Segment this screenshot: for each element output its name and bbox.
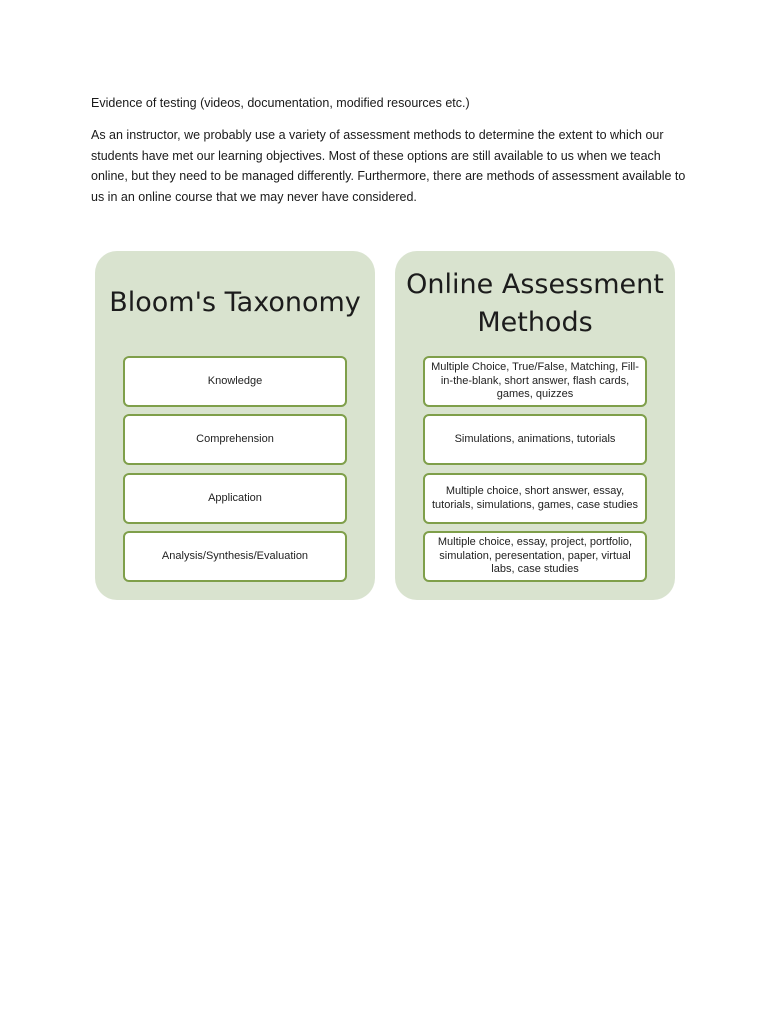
taxonomy-level-analysis-synthesis-evaluation: Analysis/Synthesis/Evaluation [123, 531, 347, 582]
assessment-methods-analysis: Multiple choice, essay, project, portfolio, simulation, peresentation, paper, virtual labs, case studies [423, 531, 647, 582]
intro-paragraph: As an instructor, we probably use a variety of assessment methods to determine the extent to which our students have met our learning objectives. Most of these options are still available to us when we teach online, but they need to be managed differently. Furthermore, there are methods of assessment available to us in an online course that we may never have considered. [91, 128, 686, 204]
assessment-methods-comprehension: Simulations, animations, tutorials [423, 414, 647, 465]
online-assessment-methods-title: Online Assessment Methods [406, 269, 664, 338]
online-assessment-methods-panel [395, 251, 675, 600]
assessment-methods-knowledge: Multiple Choice, True/False, Matching, Fill-in-the-blank, short answer, flash cards, games, quizzes [423, 356, 647, 407]
section-heading: Evidence of testing (videos, documentation, modified resources etc.) [91, 96, 470, 110]
taxonomy-level-comprehension: Comprehension [123, 414, 347, 465]
taxonomy-level-knowledge: Knowledge [123, 356, 347, 407]
taxonomy-level-application: Application [123, 473, 347, 524]
assessment-methods-application: Multiple choice, short answer, essay, tutorials, simulations, games, case studies [423, 473, 647, 524]
blooms-taxonomy-title: Bloom's Taxonomy [109, 287, 361, 318]
blooms-taxonomy-panel [95, 251, 375, 600]
